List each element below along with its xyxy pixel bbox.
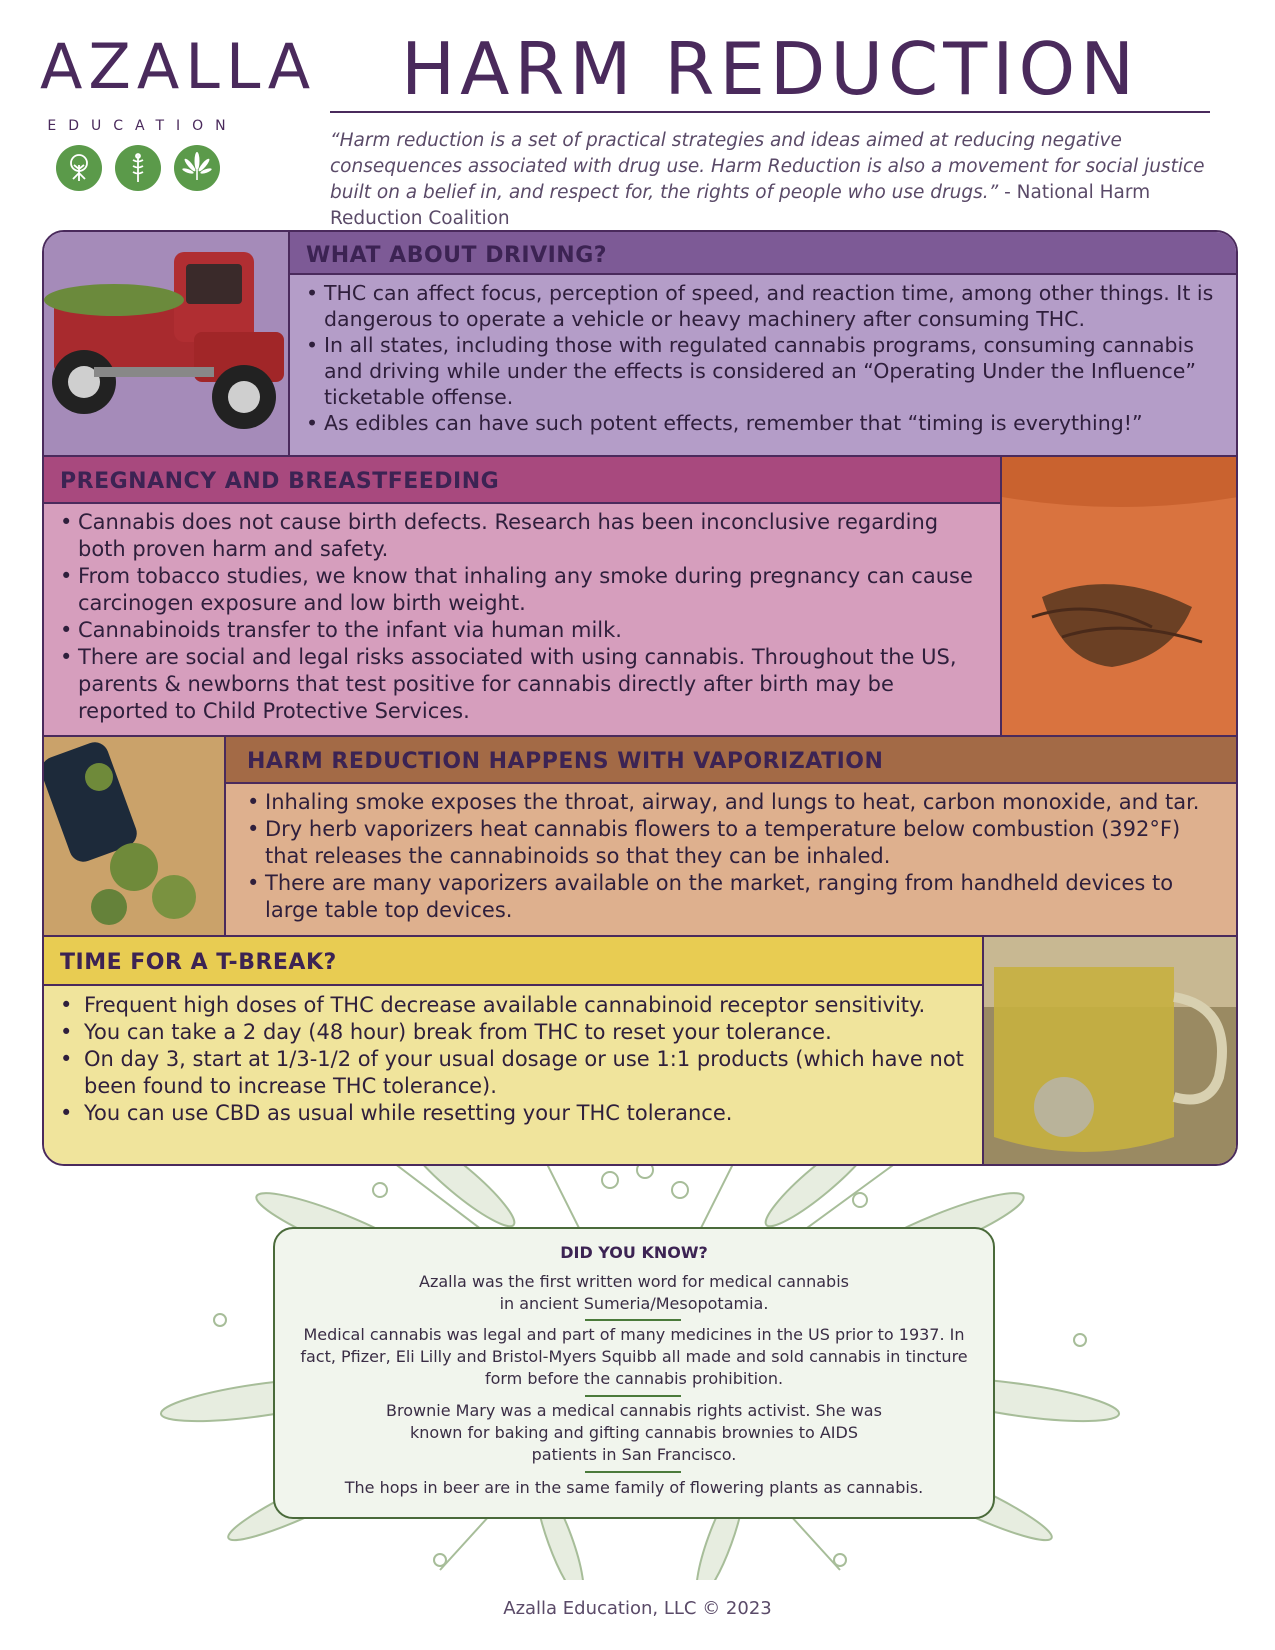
section-pregnancy — [44, 455, 1236, 737]
footer-copyright: Azalla Education, LLC © 2023 — [503, 1598, 772, 1619]
list-item: • Cannabis does not cause birth defects. Research has been inconclusive regarding both proven harm and safety. — [60, 509, 980, 563]
page-title: HARM REDUCTION — [400, 27, 1140, 111]
logo-subtitle: EDUCATION — [47, 118, 238, 134]
caduceus-icon — [115, 145, 161, 191]
list-item: • Frequent high doses of THC decrease available cannabinoid receptor sensitivity. — [60, 992, 975, 1019]
list-item: • In all states, including those with regulated cannabis programs, consuming cannabis and driving while under the effects is considered an “Operating Under the Influence” ticketable offense. — [306, 332, 1216, 410]
fact-item: The hops in beer are in the same family of flowering plants as cannabis. — [344, 1478, 924, 1497]
list-item: • Dry herb vaporizers heat cannabis flowers to a temperature below combustion (392°F) that releases the cannabinoids so that they can be inhaled. — [247, 816, 1222, 870]
list-item: • You can use CBD as usual while resetting your THC tolerance. — [60, 1100, 975, 1127]
tea-photo — [982, 937, 1238, 1166]
driving-bullets — [306, 280, 1216, 436]
list-item: • THC can affect focus, perception of speed, and reaction time, among other things. It is dangerous to operate a vehicle or heavy machinery after consuming THC. — [306, 280, 1216, 332]
fact-item: Medical cannabis was legal and part of many medicines in the US prior to 1937. In fact, Pfizer, Eli Lilly and Bristol-Myers Squibb all made and sold cannabis in tincture form before the cannabis prohibition. — [300, 1325, 968, 1388]
list-item: • On day 3, start at 1/3-1/2 of your usual dosage or use 1:1 products (which have not been found to increase THC tolerance). — [60, 1046, 975, 1100]
vaporizer-photo — [44, 737, 226, 937]
list-item: • Inhaling smoke exposes the throat, airway, and lungs to heat, carbon monoxide, and tar. — [247, 789, 1222, 816]
vapor-title: HARM REDUCTION HAPPENS WITH VAPORIZATION — [247, 749, 884, 774]
tbreak-bullets — [60, 992, 975, 1127]
driving-title: WHAT ABOUT DRIVING? — [306, 243, 608, 268]
fact-divider — [585, 1471, 681, 1473]
did-you-know-title: DID YOU KNOW? — [560, 1243, 708, 1262]
content-panel — [42, 230, 1238, 1166]
tbreak-title: TIME FOR A T-BREAK? — [60, 950, 337, 975]
truck-photo — [44, 232, 290, 455]
list-item: • From tobacco studies, we know that inhaling any smoke during pregnancy can cause carcinogen exposure and low birth weight. — [60, 563, 980, 617]
section-driving — [44, 232, 1236, 455]
fact-divider — [585, 1319, 681, 1321]
pregnancy-bullets — [60, 509, 980, 725]
quote-source: - National Harm Reduction Coalition — [330, 182, 1151, 229]
cannabis-leaf-icon — [174, 145, 220, 191]
section-tbreak — [44, 935, 1236, 1166]
did-you-know-box — [273, 1227, 995, 1519]
pregnancy-photo — [1000, 457, 1238, 737]
tree-icon — [56, 145, 102, 191]
intro-quote — [330, 128, 1210, 232]
list-item: • As edibles can have such potent effects, remember that “timing is everything!” — [306, 410, 1216, 436]
list-item: • Cannabinoids transfer to the infant via human milk. — [60, 617, 980, 644]
vapor-bullets — [247, 789, 1222, 924]
logo-wordmark: AZALLA — [40, 30, 317, 103]
fact-item: Brownie Mary was a medical cannabis rights activist. She was known for baking and gifting cannabis brownies to AIDS patients in San Francisco. — [386, 1401, 882, 1464]
fact-item: Azalla was the first written word for medical cannabis in ancient Sumeria/Mesopotamia. — [419, 1272, 849, 1313]
list-item: • You can take a 2 day (48 hour) break from THC to reset your tolerance. — [60, 1019, 975, 1046]
pregnancy-title: PREGNANCY AND BREASTFEEDING — [60, 469, 500, 494]
list-item: • There are many vaporizers available on the market, ranging from handheld devices to large table top devices. — [247, 870, 1222, 924]
quote-text: “Harm reduction is a set of practical strategies and ideas aimed at reducing negative consequences associated with drug use. Harm Reduction is also a movement for social justice built on a belief in, and respect for, the rights of people who use drugs.” — [330, 130, 1205, 203]
section-vaporization — [44, 735, 1236, 937]
fact-divider — [585, 1395, 681, 1397]
title-divider — [330, 111, 1210, 113]
list-item: • There are social and legal risks associated with using cannabis. Throughout the US, parents & newborns that test positive for cannabis directly after birth may be reported to Child Protective Services. — [60, 644, 980, 725]
